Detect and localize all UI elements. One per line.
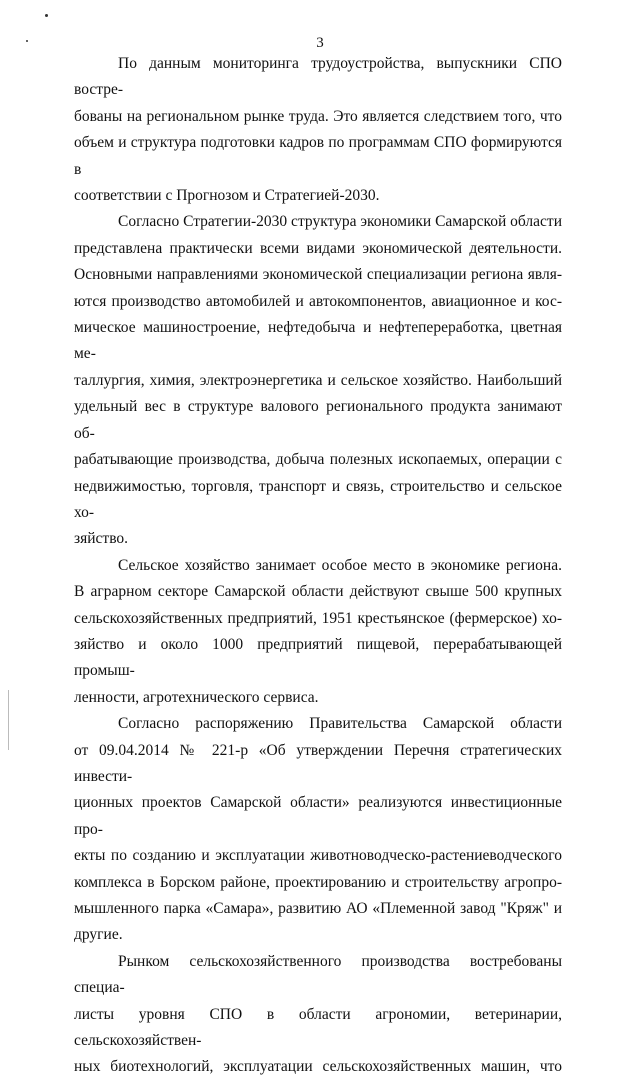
text-line: представлена практически всеми видами экономической деятельности.	[74, 239, 562, 257]
paragraph-economy-structure	[74, 209, 562, 552]
text-line: зяйство.	[74, 530, 129, 548]
page-number: 3	[316, 35, 324, 51]
text-line: екты по созданию и эксплуатации животноводческо-растениеводческого	[74, 847, 562, 865]
document-body	[74, 51, 562, 1081]
text-line: сельскохозяйственных предприятий, 1951 крестьянское (фермерское) хо-	[74, 609, 562, 627]
text-line: зяйство и около 1000 предприятий пищевой, перерабатывающей промыш-	[74, 635, 562, 680]
text-line: бованы на региональном рынке труда. Это является следствием того, что	[74, 107, 562, 125]
text-line: Основными направлениями экономической специализации региона явля-	[74, 266, 562, 284]
paragraph-agriculture	[74, 553, 562, 711]
paragraph-specialists-demand	[74, 949, 562, 1081]
text-line: В аграрном секторе Самарской области действуют свыше 500 крупных	[74, 583, 562, 601]
text-line: листы уровня СПО в области агрономии, ветеринарии, сельскохозяйствен-	[74, 1005, 562, 1050]
text-line: Сельское хозяйство занимает особое место в экономике региона.	[118, 556, 562, 574]
text-line: мическое машиностроение, нефтедобыча и нефтепереработка, цветная ме-	[74, 319, 562, 363]
text-line: ных биотехнологий, эксплуатации сельскохозяйственных машин, что	[74, 1058, 562, 1076]
text-line: другие.	[74, 926, 123, 944]
text-line: ются производство автомобилей и автокомпонентов, авиационное и кос-	[74, 292, 562, 310]
text-line: удельный вес в структуре валового регионального продукта занимают об-	[74, 398, 562, 442]
paragraph-investment-projects	[74, 711, 562, 949]
text-line: недвижимостью, торговля, транспорт и связь, строительство и сельское хо-	[74, 477, 562, 521]
text-line: комплекса в Борском районе, проектированию и строительству агропро-	[74, 873, 562, 891]
text-line: объем и структура подготовки кадров по программам СПО формируются в	[74, 134, 562, 178]
text-line: Согласно распоряжению Правительства Самарской области	[118, 715, 562, 733]
scan-edge-mark	[8, 690, 9, 750]
text-line: рабатывающие производства, добыча полезных ископаемых, операции с	[74, 451, 562, 469]
text-line: от 09.04.2014 № 221-р «Об утверждении Перечня стратегических инвести-	[74, 741, 562, 785]
text-line: мышленного парка «Самара», развитию АО «Племенной завод "Кряж" и	[74, 900, 562, 917]
paragraph-employment-monitoring	[74, 51, 562, 209]
text-line: Рынком сельскохозяйственного производства востребованы специа-	[74, 952, 562, 997]
text-line: соответствии с Прогнозом и Стратегией-2030.	[74, 187, 380, 205]
text-line: ционных проектов Самарской области» реализуются инвестиционные про-	[74, 794, 562, 838]
text-line: ленности, агротехнического сервиса.	[74, 688, 319, 706]
text-line: Согласно Стратегии-2030 структура экономики Самарской области	[118, 213, 562, 231]
text-line: таллургия, химия, электроэнергетика и сельское хозяйство. Наибольший	[74, 371, 562, 389]
scan-speck	[45, 14, 48, 17]
text-line: По данным мониторинга трудоустройства, выпускники СПО востре-	[74, 55, 562, 99]
